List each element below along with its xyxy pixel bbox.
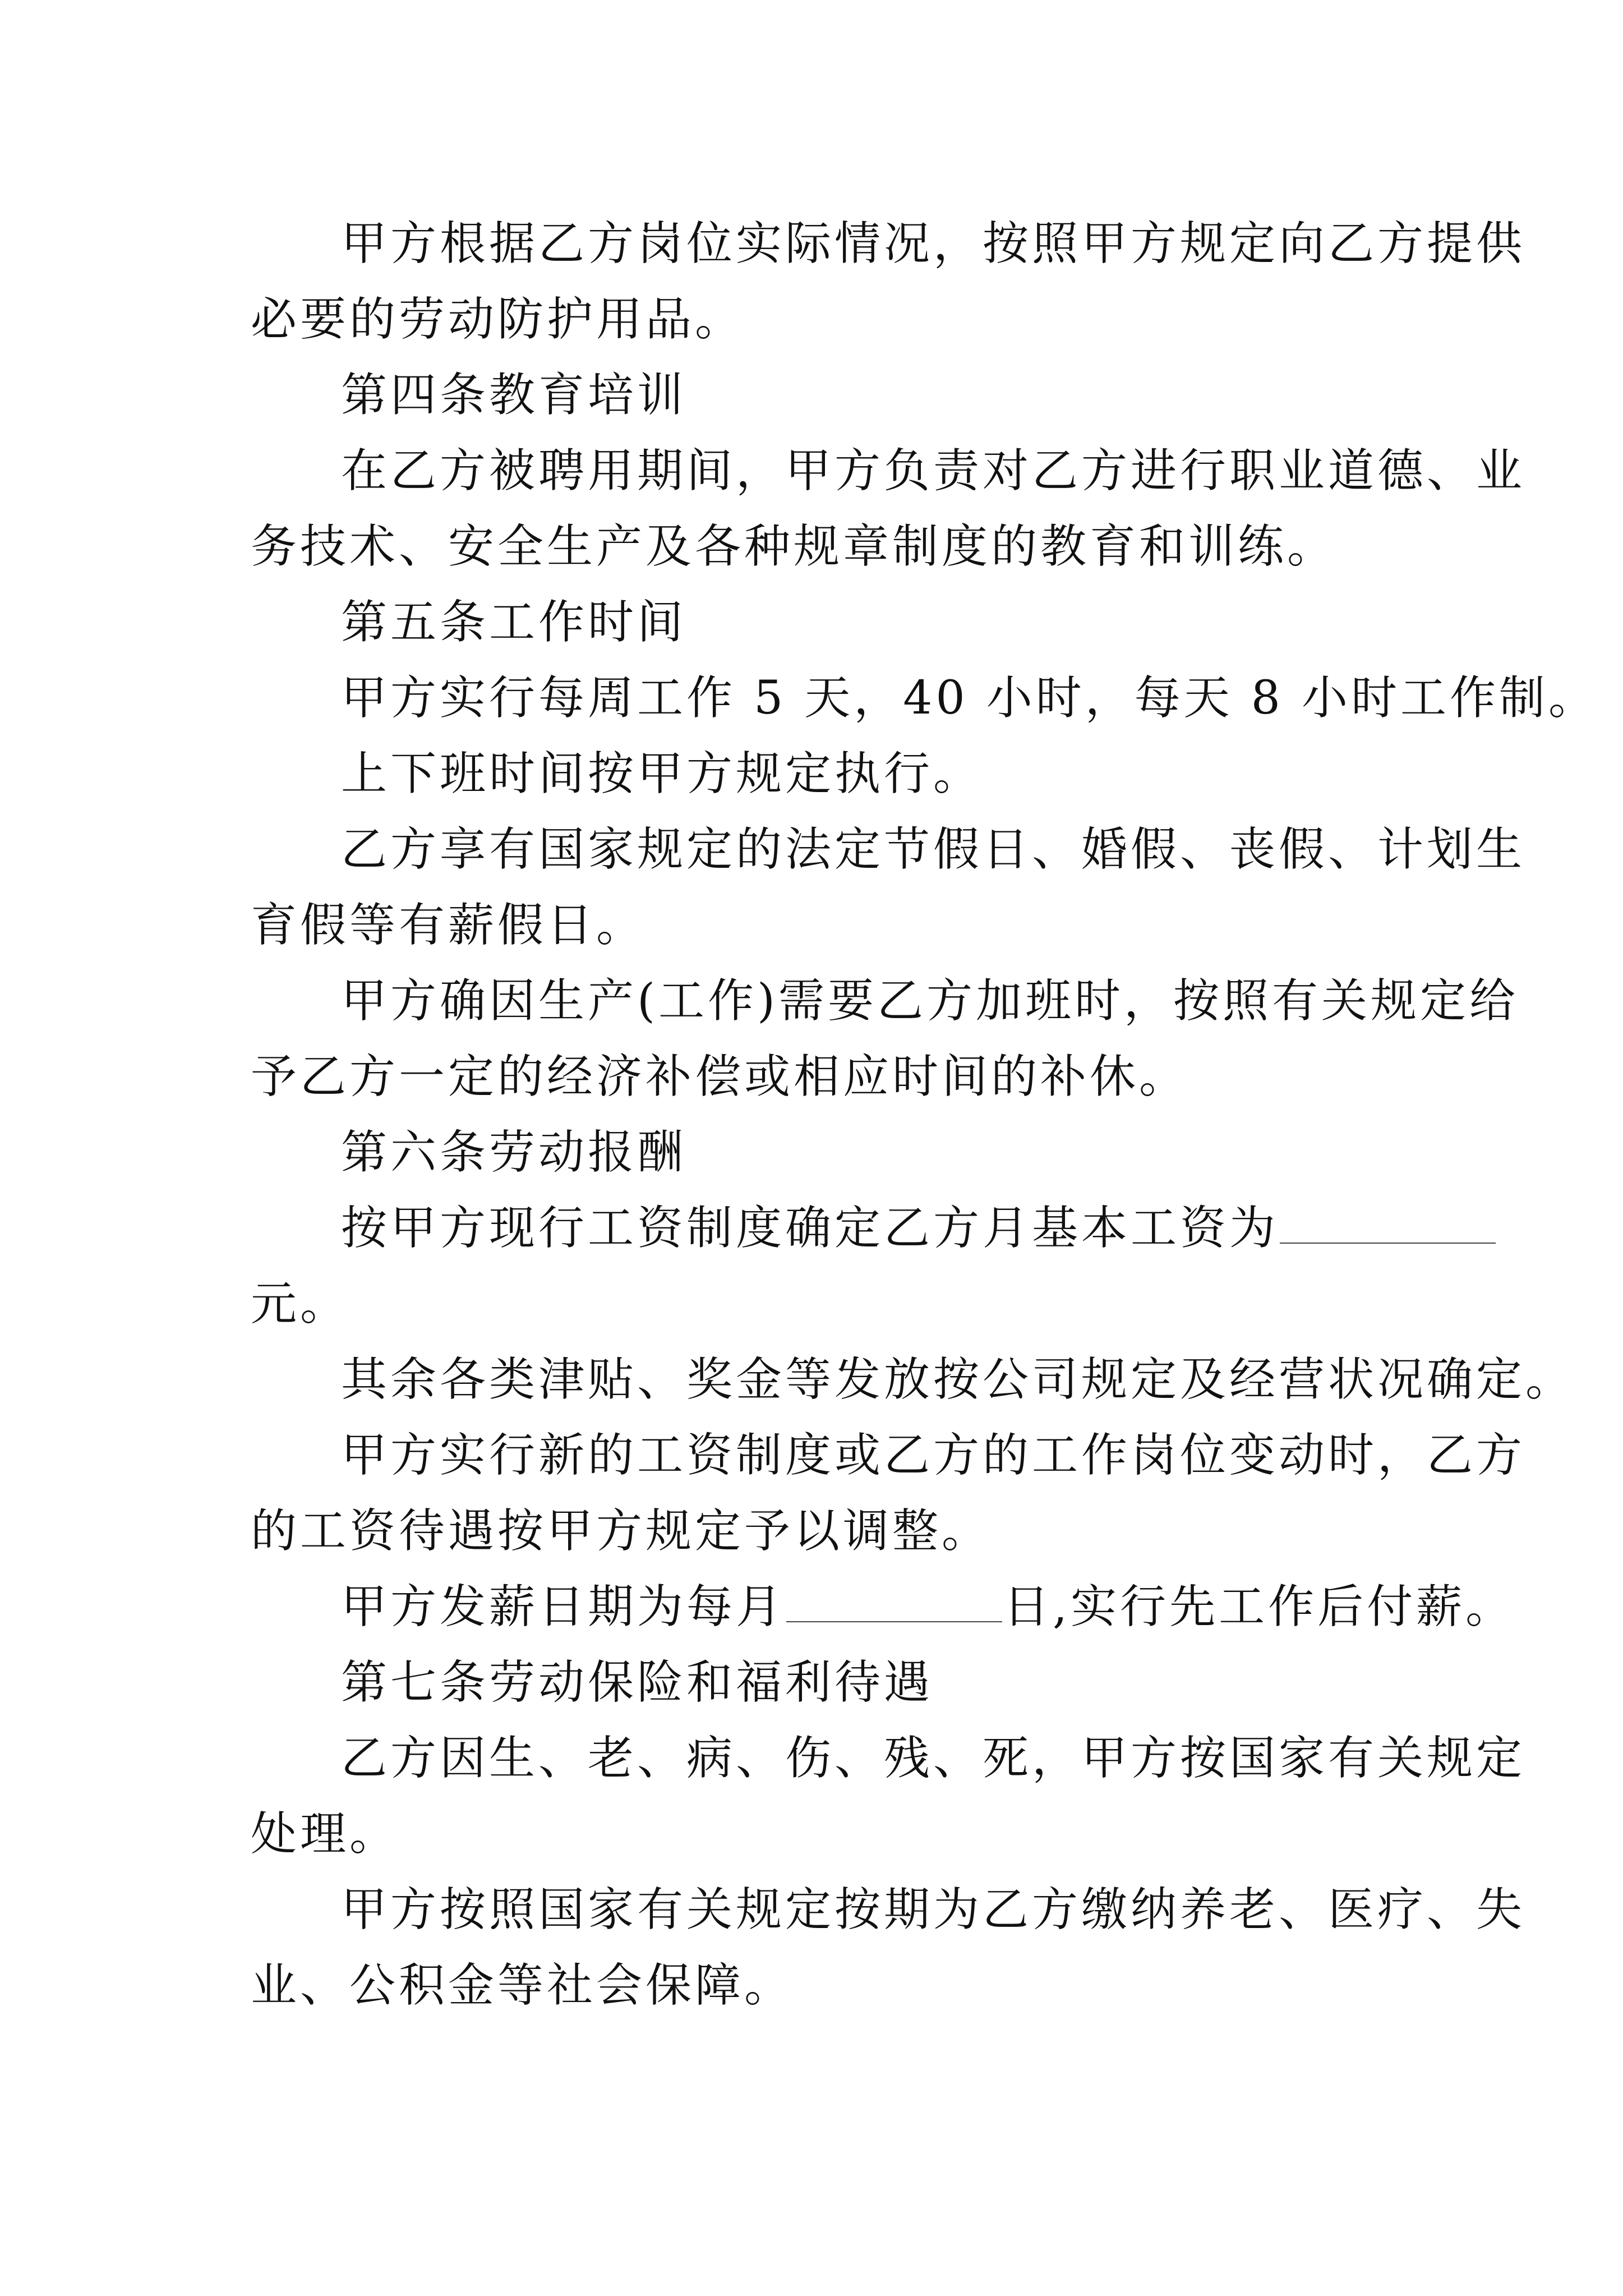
paragraph-line: 甲方实行每周工作 5 天，40 小时，每天 8 小时工作制。	[341, 671, 1598, 725]
paragraph-line: 元。	[251, 1277, 350, 1331]
paragraph-line: 上下班时间按甲方规定执行。	[341, 747, 983, 800]
salary-text: 按甲方现行工资制度确定乙方月基本工资为	[341, 1202, 1279, 1255]
salary-blank[interactable]	[1280, 1209, 1496, 1244]
paragraph-line: 处理。	[251, 1807, 399, 1861]
paragraph-line: 甲方确因生产(工作)需要乙方加班时，按照有关规定给	[341, 974, 1519, 1028]
paragraph-line: 乙方因生、老、病、伤、残、死，甲方按国家有关规定	[341, 1732, 1526, 1785]
paragraph-line	[341, 1195, 1395, 1262]
section-heading: 第五条工作时间	[341, 596, 687, 649]
paragraph-line: 育假等有薪假日。	[251, 899, 646, 952]
paragraph-line: 甲方根据乙方岗位实际情况，按照甲方规定向乙方提供	[341, 217, 1526, 270]
paragraph-line: 在乙方被聘用期间，甲方负责对乙方进行职业道德、业	[341, 444, 1526, 498]
paragraph-line: 必要的劳动防护用品。	[251, 293, 745, 346]
payday-blank[interactable]	[786, 1588, 1002, 1622]
section-heading: 第七条劳动保险和福利待遇	[341, 1656, 934, 1709]
paragraph-line: 的工资待遇按甲方规定予以调整。	[251, 1504, 992, 1558]
payday-text: 甲方发薪日期为每月	[341, 1580, 786, 1634]
paragraph-line: 其余各类津贴、奖金等发放按公司规定及经营状况确定。	[341, 1353, 1575, 1406]
paragraph-line: 乙方享有国家规定的法定节假日、婚假、丧假、计划生	[341, 823, 1526, 876]
payday-text-end: 日,实行先工作后付薪。	[1003, 1580, 1515, 1634]
section-heading: 第六条劳动报酬	[341, 1126, 687, 1179]
paragraph-line: 甲方按照国家有关规定按期为乙方缴纳养老、医疗、失	[341, 1883, 1526, 1936]
paragraph-line: 予乙方一定的经济补偿或相应时间的补休。	[251, 1050, 1189, 1103]
paragraph-line: 业、公积金等社会保障。	[251, 1959, 794, 2012]
section-heading: 第四条教育培训	[341, 369, 687, 422]
paragraph-line	[341, 1573, 1515, 1641]
paragraph-line: 甲方实行新的工资制度或乙方的工作岗位变动时，乙方	[341, 1429, 1526, 1482]
paragraph-line: 务技术、安全生产及各种规章制度的教育和训练。	[251, 520, 1337, 573]
